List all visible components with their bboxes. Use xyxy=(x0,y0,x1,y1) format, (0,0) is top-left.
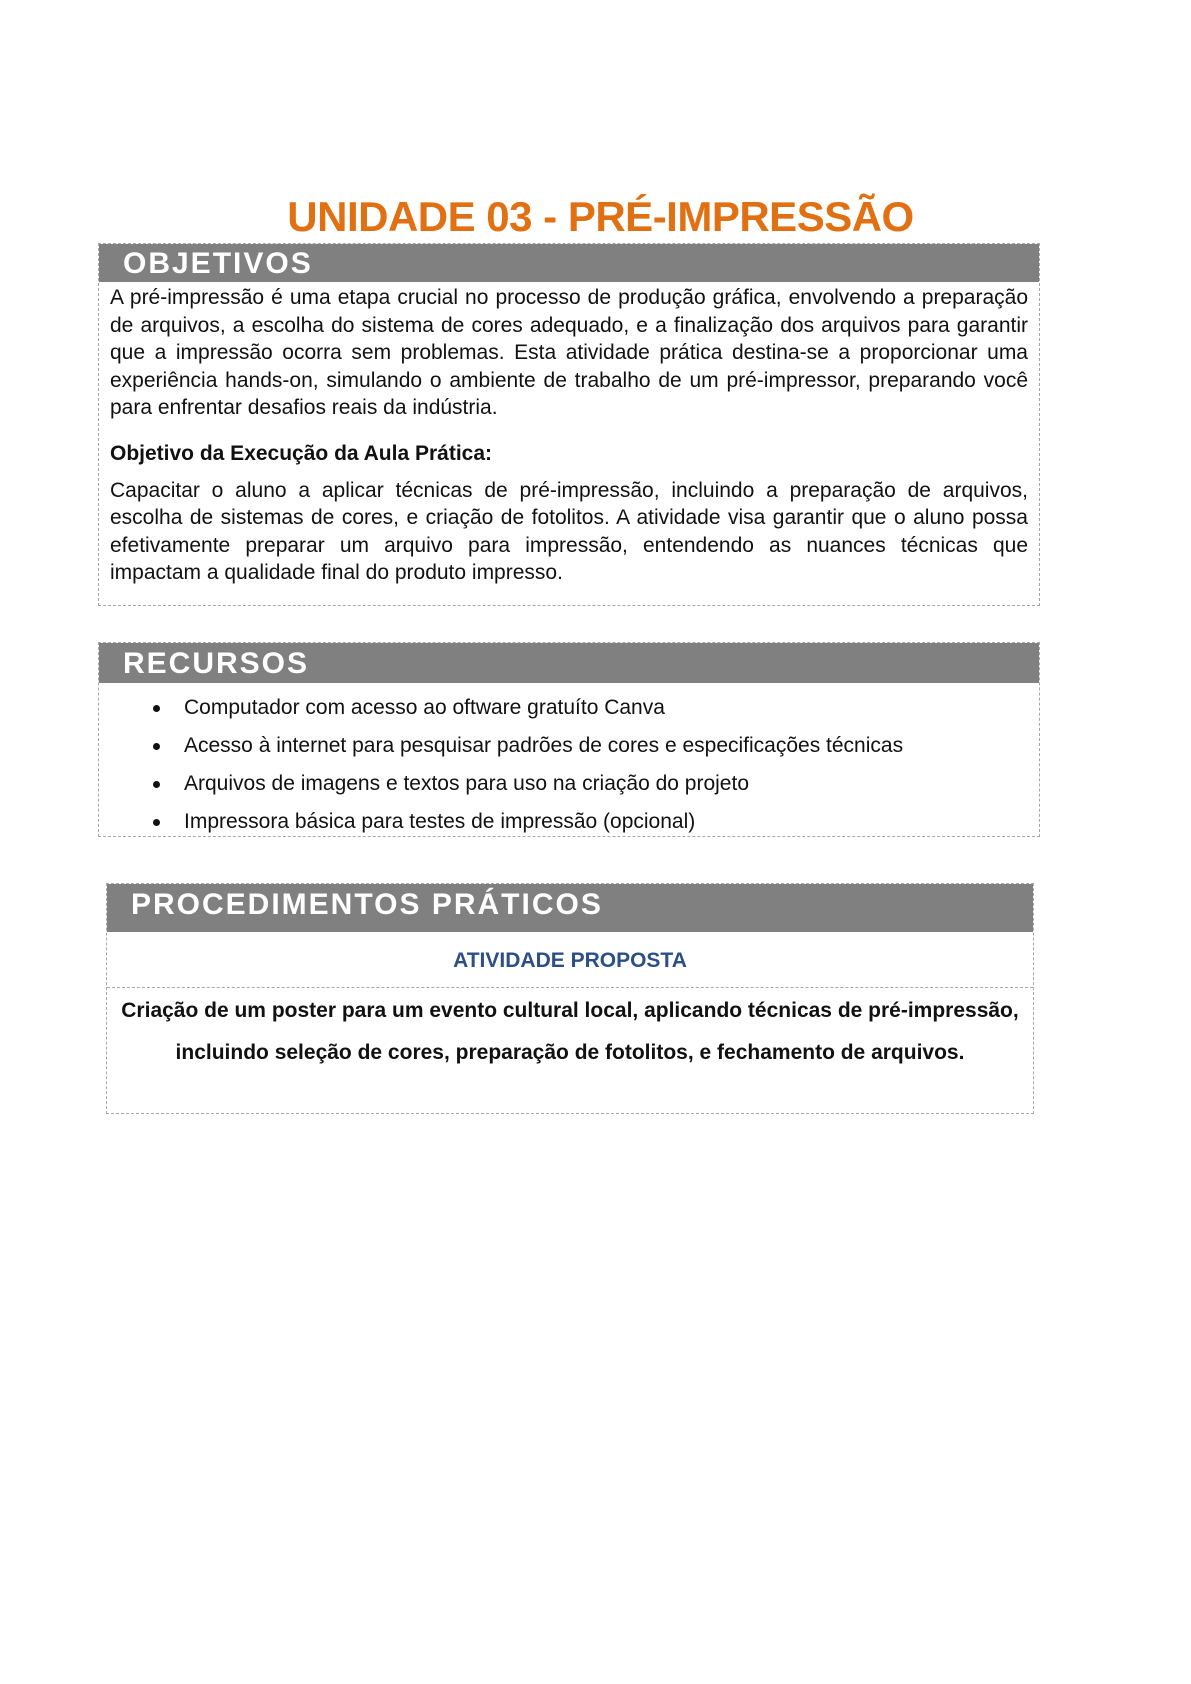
procedimentos-header: PROCEDIMENTOS PRÁTICOS xyxy=(107,884,1033,932)
objetivos-subheading: Objetivo da Execução da Aula Prática: xyxy=(110,441,493,465)
list-item xyxy=(99,689,1039,727)
procedimentos-section xyxy=(106,883,1034,1114)
page-title: UNIDADE 03 - PRÉ-IMPRESSÃO xyxy=(287,193,914,240)
list-item xyxy=(99,803,1039,841)
objetivos-intro: A pré-impressão é uma etapa crucial no processo de produção gráfica, envolvendo a preparação de arquivos, a escolha do sistema de cores adequado, e a finalização dos arquivos para garantir que a impressão ocorra sem problemas. Esta atividade prática destina-se a proporcionar uma experiência hands-on, simulando o ambiente de trabalho de um pré-impressor, preparando você para enfrentar desafios reais da indústria. xyxy=(110,286,1028,419)
list-item-text: Acesso à internet para pesquisar padrões de cores e especificações técnicas xyxy=(184,734,904,757)
bullet-icon xyxy=(153,781,160,788)
list-item-text: Arquivos de imagens e textos para uso na criação do projeto xyxy=(184,772,750,795)
recursos-section xyxy=(98,642,1040,837)
objetivos-header: OBJETIVOS xyxy=(99,244,1039,282)
list-item-text: Computador com acesso ao oftware gratuíto Canva xyxy=(184,696,665,719)
recursos-header: RECURSOS xyxy=(99,643,1039,683)
atividade-proposta-title: ATIVIDADE PROPOSTA xyxy=(107,932,1033,988)
bullet-icon xyxy=(153,705,160,712)
bullet-icon xyxy=(153,743,160,750)
recursos-list xyxy=(99,689,1039,841)
objetivos-section xyxy=(98,243,1040,606)
objetivos-goal: Capacitar o aluno a aplicar técnicas de pré-impressão, incluindo a preparação de arquivos, escolha de sistemas de cores, e criação de fotolitos. A atividade visa garantir que o aluno possa efetivamente preparar um arquivo para impressão, entendendo as nuances técnicas que impactam a qualidade final do produto impresso. xyxy=(110,478,1028,584)
bullet-icon xyxy=(153,819,160,826)
list-item xyxy=(99,765,1039,803)
list-item xyxy=(99,727,1039,765)
list-item-text: Impressora básica para testes de impressão (opcional) xyxy=(184,810,696,833)
atividade-description: Criação de um poster para um evento cultural local, aplicando técnicas de pré-impressão, incluindo seleção de cores, preparação de fotolitos, e fechamento de arquivos. xyxy=(121,999,1019,1064)
